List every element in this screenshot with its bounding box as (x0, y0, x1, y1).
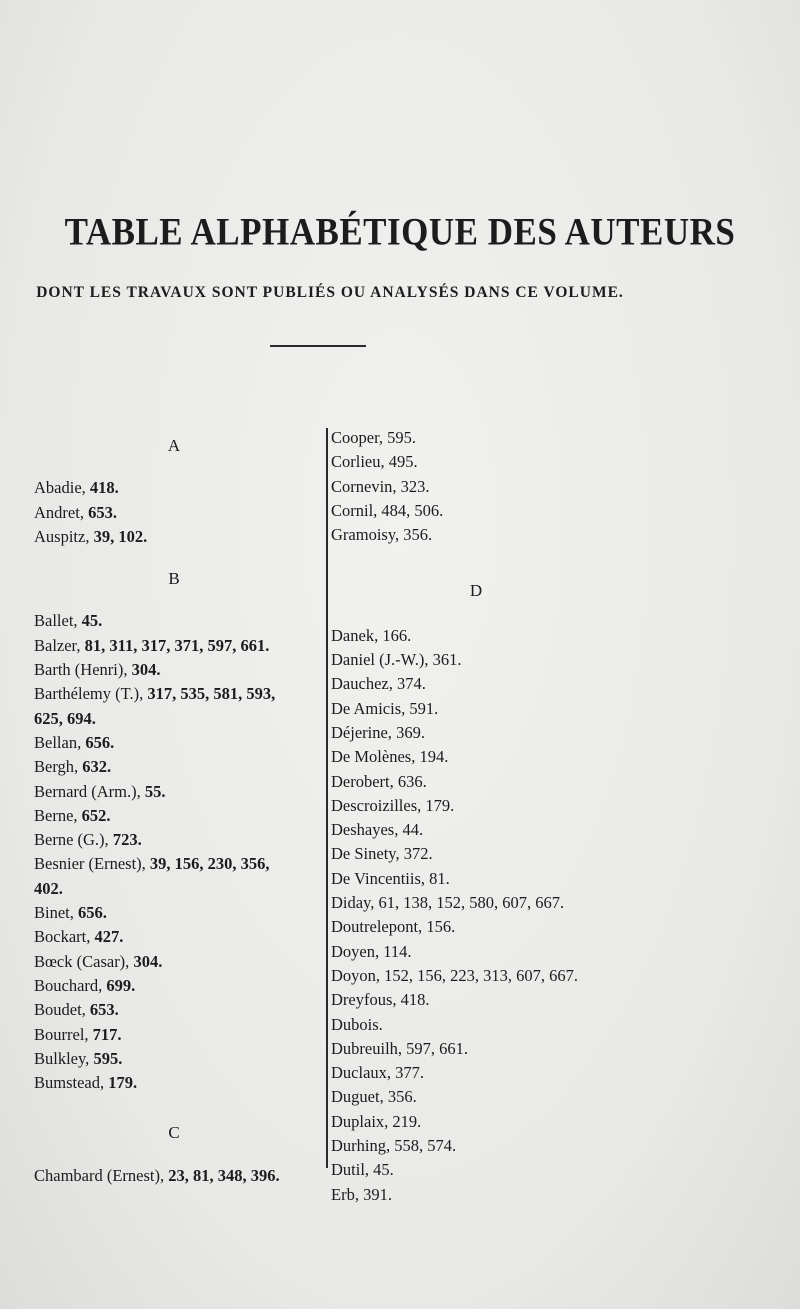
author-name: Gramoisy, (331, 525, 404, 545)
author-name: Barthélemy (T.), (34, 684, 148, 704)
index-entry (331, 624, 751, 648)
author-name: Dutil, (331, 1160, 374, 1180)
index-entry (34, 1023, 324, 1047)
page-numbers: 597, 661. (406, 1038, 469, 1058)
right-column (331, 426, 751, 1207)
author-name: De Sinety, (331, 844, 404, 864)
index-entry (34, 1164, 324, 1188)
index-entry (331, 842, 751, 866)
page-numbers: 595. (93, 1048, 123, 1068)
author-name: Barth (Henri), (34, 660, 132, 680)
index-entry (34, 525, 324, 549)
author-name: Berne, (34, 805, 82, 825)
index-entry (331, 648, 751, 672)
index-entry (331, 450, 751, 474)
page-numbers: 484, 506. (381, 500, 444, 520)
page-numbers: 656. (85, 732, 115, 752)
index-entry (331, 915, 751, 939)
index-entry (331, 1158, 751, 1182)
page-numbers: 194. (419, 747, 449, 767)
section-letter-b: B (168, 569, 180, 589)
author-name: Corlieu, (331, 452, 389, 472)
page-numbers: 39, 156, 230, 356, (149, 854, 270, 874)
index-entry (331, 867, 751, 891)
page-numbers: 39, 102. (93, 526, 148, 546)
author-name: Doyon, (331, 965, 385, 985)
page-numbers: 652. (81, 805, 111, 825)
author-name: Andret, (34, 502, 89, 522)
page-numbers: 45. (81, 611, 103, 631)
page-numbers: 152, 156, 223, 313, 607, 667. (384, 965, 579, 985)
index-entry (331, 1085, 751, 1109)
author-name: Dreyfous, (331, 990, 401, 1010)
index-entry (331, 475, 751, 499)
author-name: Descroizilles, (331, 795, 426, 815)
author-name: Deshayes, (331, 820, 403, 840)
author-name: Erb, (331, 1184, 364, 1204)
page-numbers-continued: 625, 694. (34, 708, 96, 728)
index-entry (34, 828, 324, 852)
author-name: Bernard (Arm.), (34, 781, 145, 801)
author-name: De Vincentiis, (331, 868, 430, 888)
page-numbers: 179. (425, 795, 455, 815)
index-entry (34, 780, 324, 804)
page-numbers: 356. (387, 1087, 417, 1107)
index-entry (331, 1134, 751, 1158)
index-entry (331, 964, 751, 988)
author-name: Chambard (Ernest), (34, 1165, 169, 1185)
column-divider (326, 428, 328, 1168)
page-numbers: 372. (403, 844, 433, 864)
page-numbers: 219. (392, 1111, 422, 1131)
page-numbers: 636. (397, 771, 427, 791)
author-name: Bergh, (34, 757, 83, 777)
section-letter-a: A (167, 436, 181, 455)
page-numbers: 44. (402, 820, 424, 840)
page-numbers: 374. (396, 674, 426, 694)
page-numbers: 55. (144, 781, 166, 801)
page-subtitle: DONT LES TRAVAUX SONT PUBLIÉS OU ANALYSÉS DANS CE VOLUME. (36, 284, 624, 301)
page-numbers: 81. (429, 868, 450, 888)
author-name: Berne (G.), (34, 830, 113, 850)
index-entry (331, 1037, 751, 1061)
index-entry (331, 988, 751, 1012)
index-entry (331, 426, 751, 450)
index-entry (331, 770, 751, 794)
author-name: Daniel (J.-W.), (331, 650, 433, 670)
author-name: Besnier (Ernest), (34, 854, 150, 874)
index-entry (34, 658, 324, 682)
page-numbers: 591. (409, 698, 439, 718)
author-name: Cornevin, (331, 476, 401, 496)
author-name: Bumstead, (34, 1073, 109, 1093)
author-name: De Molènes, (331, 747, 420, 767)
section-letter-c: C (168, 1123, 180, 1143)
page-numbers: 427. (94, 927, 124, 947)
author-name: Cornil, (331, 500, 382, 520)
page-numbers-continued: 402. (34, 878, 63, 898)
index-entry (34, 755, 324, 779)
index-entry (34, 974, 324, 998)
left-column (34, 434, 324, 1188)
index-entry (331, 697, 751, 721)
index-entry (331, 745, 751, 769)
author-name: Auspitz, (34, 526, 94, 546)
page-title: TABLE ALPHABÉTIQUE DES AUTEURS (64, 209, 736, 254)
author-name: Ballet, (34, 611, 82, 631)
author-name: Diday, (331, 893, 379, 913)
author-name: Duguet, (331, 1087, 388, 1107)
index-entry (331, 1013, 751, 1037)
author-name: Dauchez, (331, 674, 397, 694)
author-name: Boudet, (34, 1000, 90, 1020)
author-name: Danek, (331, 625, 383, 645)
index-entry (331, 1183, 751, 1207)
author-name: Derobert, (331, 771, 398, 791)
page-numbers: 632. (82, 757, 112, 777)
section-d-list (331, 624, 751, 1207)
index-entry (331, 523, 751, 547)
author-name: Cooper, (331, 428, 388, 447)
page-numbers: 699. (106, 975, 136, 995)
index-entry (34, 634, 324, 658)
index-entry (34, 804, 324, 828)
index-entry (34, 950, 324, 974)
page-numbers: 179. (108, 1073, 138, 1093)
author-name: Bœck (Casar), (34, 951, 134, 971)
index-entry (331, 1061, 751, 1085)
index-entry (331, 818, 751, 842)
author-name: Bouchard, (34, 975, 107, 995)
page-numbers: 656. (78, 903, 107, 923)
author-name: Bockart, (34, 927, 95, 947)
index-entry (331, 794, 751, 818)
index-entry (34, 609, 324, 633)
title-rule (270, 345, 366, 347)
page-numbers: 653. (88, 502, 117, 522)
section-a-list (34, 476, 324, 549)
page-numbers: 595. (387, 428, 417, 447)
index-entry (34, 925, 324, 949)
index-entry (331, 721, 751, 745)
index-entry (34, 1047, 324, 1071)
section-c-list (34, 1164, 324, 1188)
page-numbers: 377. (395, 1063, 425, 1083)
index-entry (34, 731, 324, 755)
author-name: Balzer, (34, 635, 85, 655)
index-entry (34, 501, 324, 525)
page-numbers: 356. (403, 525, 433, 545)
page-numbers: 418. (400, 990, 430, 1010)
page-numbers: 391. (363, 1184, 392, 1204)
page-numbers: 166. (382, 625, 412, 645)
page-numbers: 23, 81, 348, 396. (168, 1165, 280, 1185)
page-numbers: 723. (112, 830, 142, 850)
page-numbers: 369. (396, 722, 425, 742)
author-name: De Amicis, (331, 698, 410, 718)
index-entry (331, 1110, 751, 1134)
page-numbers: 81, 311, 317, 371, 597, 661. (84, 635, 270, 655)
index-entry (34, 1071, 324, 1095)
index-entry (34, 476, 324, 500)
page-numbers: 558, 574. (394, 1136, 457, 1156)
index-entry (331, 499, 751, 523)
page-numbers: 495. (388, 452, 418, 472)
author-name: Doutrelepont, (331, 917, 427, 937)
page-numbers: 156. (426, 917, 456, 937)
author-name: Duclaux, (331, 1063, 396, 1083)
author-name: Doyen, (331, 941, 384, 961)
index-entry (331, 940, 751, 964)
page-numbers: 323. (400, 476, 430, 496)
author-name: Bourrel, (34, 1024, 93, 1044)
page-numbers: 717. (92, 1024, 122, 1044)
page-numbers: 304. (131, 660, 161, 680)
index-entry (34, 998, 324, 1022)
page-numbers: 61, 138, 152, 580, 607, 667. (378, 893, 565, 913)
index-entry (331, 672, 751, 696)
author-name: Abadie, (34, 478, 90, 498)
section-letter-d: D (469, 581, 483, 601)
author-name: Dubreuilh, (331, 1038, 407, 1058)
author-name: Déjerine, (331, 722, 397, 742)
page-numbers: 114. (383, 941, 412, 961)
page-numbers: 45. (373, 1160, 394, 1180)
index-entry (34, 682, 324, 706)
page-numbers: 317, 535, 581, 593, (147, 684, 276, 704)
index-entry (331, 891, 751, 915)
page-numbers: 361. (432, 650, 462, 670)
page-numbers: 304. (133, 951, 163, 971)
page-numbers: 653. (89, 1000, 119, 1020)
author-name: Binet, (34, 903, 78, 923)
page-numbers: 418. (89, 478, 119, 498)
author-name: Dubois. (331, 1014, 383, 1034)
author-name: Duplaix, (331, 1111, 393, 1131)
section-b-list (34, 609, 324, 1095)
index-entry (34, 852, 324, 876)
section-c-continued-list (331, 426, 751, 547)
author-name: Durhing, (331, 1136, 395, 1156)
index-entry (34, 901, 324, 925)
author-name: Bulkley, (34, 1048, 94, 1068)
author-name: Bellan, (34, 732, 86, 752)
